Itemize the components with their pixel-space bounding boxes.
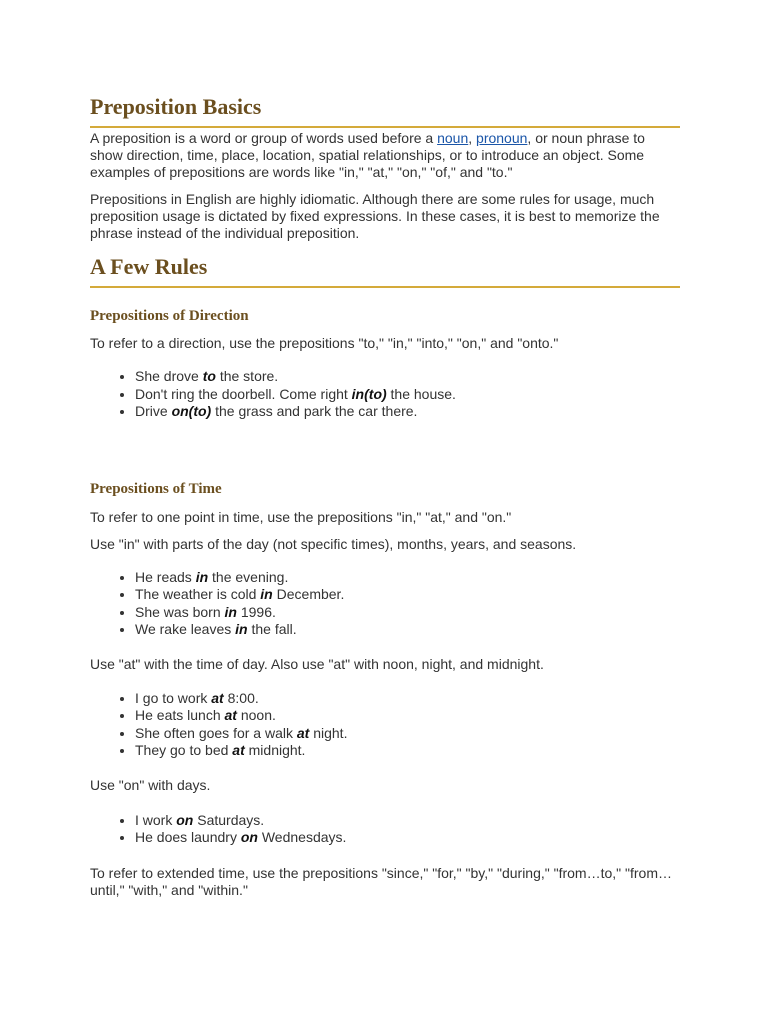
time-intro: To refer to one point in time, use the prepositions "in," "at," and "on."	[90, 508, 512, 525]
list-item	[135, 586, 680, 604]
intro-text-c: , or noun phrase to show direction, time, place, location, spatial relationships, or to introduce an object. Some examples of prepositions are words like "in," "at," "on," "of," and "to."	[90, 130, 645, 180]
preposition-keyword: on	[176, 811, 194, 828]
intro-paragraph	[90, 130, 680, 181]
noun-link[interactable]: noun	[437, 130, 469, 146]
preposition-keyword: to	[202, 368, 216, 384]
direction-intro: To refer to a direction, use the prepositions "to," "in," "into," "on," and "onto."	[90, 335, 559, 351]
list-item	[135, 621, 680, 639]
list-item	[135, 604, 680, 622]
list-item	[135, 690, 680, 708]
item-text: December.	[272, 586, 345, 602]
preposition-keyword: in(to)	[351, 385, 387, 402]
item-text: He does laundry	[135, 829, 241, 845]
intro-text-b: ,	[468, 130, 477, 146]
item-text: We rake leaves	[135, 621, 236, 637]
preposition-keyword: at	[224, 707, 237, 723]
preposition-keyword: at	[211, 689, 224, 706]
item-text: She was born	[135, 603, 225, 620]
item-text: 8:00.	[223, 689, 259, 706]
page-title: Preposition Basics	[90, 94, 680, 128]
preposition-keyword: in	[224, 603, 237, 620]
item-text: She drove	[135, 368, 203, 384]
preposition-keyword: at	[232, 742, 245, 758]
item-text: the fall.	[247, 621, 297, 637]
item-text: the store.	[215, 368, 279, 384]
time-heading: Prepositions of Time	[90, 480, 222, 497]
direction-list	[90, 368, 680, 421]
item-text: Don't ring the doorbell. Come right	[135, 385, 352, 402]
pronoun-link[interactable]: pronoun	[476, 130, 528, 146]
item-text: The weather is cold	[135, 586, 261, 602]
item-text: Drive	[135, 403, 172, 419]
item-text: She often goes for a walk	[135, 724, 297, 741]
intro-text-a: A preposition is a word or group of words used before a	[90, 130, 438, 146]
preposition-keyword: on	[240, 829, 258, 845]
preposition-keyword: at	[296, 724, 310, 741]
direction-heading: Prepositions of Direction	[90, 308, 249, 324]
at-intro: Use "at" with the time of day. Also use "at" with noon, night, and midnight.	[90, 655, 544, 672]
list-item	[135, 368, 680, 386]
on-list	[90, 812, 680, 847]
in-intro: Use "in" with parts of the day (not specific times), months, years, and seasons.	[90, 535, 577, 552]
extended-time-paragraph: To refer to extended time, use the prepositions "since," "for," "by," "during," "from…to," "from…until," "with," and "within."	[90, 864, 672, 898]
item-text: He reads	[135, 568, 196, 585]
list-item	[135, 812, 680, 830]
list-item	[135, 707, 680, 725]
item-text: 1996.	[236, 603, 276, 620]
item-text: Wednesdays.	[257, 829, 347, 845]
at-list	[90, 690, 680, 760]
item-text: the evening.	[208, 568, 289, 585]
list-item	[135, 742, 680, 760]
rules-heading: A Few Rules	[90, 254, 680, 288]
item-text: midnight.	[244, 742, 306, 758]
item-text: night.	[309, 724, 348, 741]
in-list	[90, 569, 680, 639]
idiomatic-paragraph: Prepositions in English are highly idiomatic. Although there are some rules for usage, much preposition usage is dictated by fixed expressions. In these cases, it is best to memorize the phrase instead of the individual preposition.	[90, 191, 660, 241]
item-text: noon.	[236, 707, 276, 723]
item-text: the house.	[386, 385, 456, 402]
document-page	[90, 0, 680, 899]
list-item	[135, 569, 680, 587]
item-text: the grass and park the car there.	[211, 403, 418, 419]
item-text: Saturdays.	[193, 811, 265, 828]
item-text: They go to bed	[135, 742, 233, 758]
list-item	[135, 829, 680, 847]
item-text: I work	[135, 811, 177, 828]
preposition-keyword: on(to)	[171, 403, 212, 419]
item-text: He eats lunch	[135, 707, 225, 723]
preposition-keyword: in	[260, 586, 273, 602]
list-item	[135, 403, 680, 421]
preposition-keyword: in	[235, 621, 248, 637]
item-text: I go to work	[135, 689, 212, 706]
preposition-keyword: in	[195, 568, 209, 585]
list-item	[135, 386, 680, 404]
on-intro: Use "on" with days.	[90, 776, 211, 793]
list-item	[135, 725, 680, 743]
